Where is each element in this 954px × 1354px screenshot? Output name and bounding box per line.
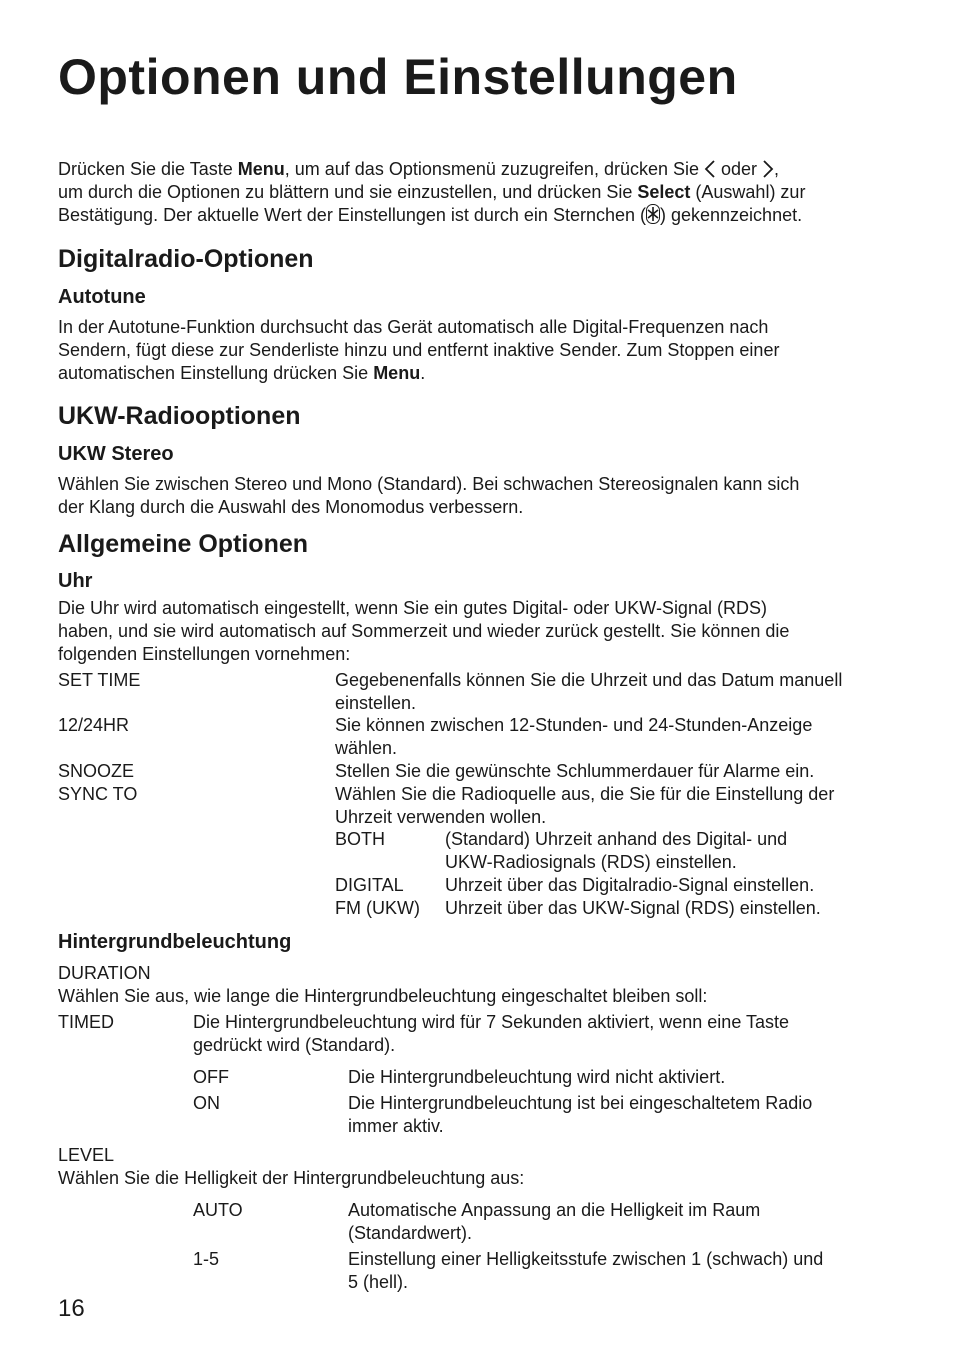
desc-line: gedrückt wird (Standard). [193, 1035, 396, 1055]
backlight-option-key: OFF [193, 1067, 229, 1087]
backlight-option-desc [193, 1011, 789, 1057]
paragraph-line: haben, und sie wird automatisch auf Sommerzeit und wieder zurück gestellt. Sie können die [58, 621, 790, 641]
subheading-backlight: Hintergrundbeleuchtung [58, 931, 292, 953]
menu-key-label: Menu [237, 159, 285, 179]
paragraph-text: automatischen Einstellung drücken Sie [58, 363, 374, 383]
page-title: Optionen und Einstellungen [58, 49, 738, 105]
intro-line-1 [58, 158, 894, 181]
paragraph-line: In der Autotune-Funktion durchsucht das Gerät automatisch alle Digital-Frequenzen nach [58, 317, 769, 337]
clock-item-desc [335, 714, 812, 760]
desc-line: Automatische Anpassung an die Helligkeit im Raum [348, 1200, 761, 1220]
intro-text: Drücken Sie die Taste [58, 159, 238, 179]
sync-item-key: BOTH [335, 829, 386, 849]
section-heading-general: Allgemeine Optionen [58, 530, 309, 558]
subheading-ukw-stereo: UKW Stereo [58, 443, 174, 465]
clock-paragraph [58, 597, 894, 666]
clock-item-key: 12/24HR [58, 715, 130, 735]
subheading-autotune: Autotune [58, 286, 146, 308]
desc-line: wählen. [335, 738, 398, 758]
clock-item-key: SYNC TO [58, 784, 138, 804]
intro-line-2 [58, 181, 894, 204]
desc-line: Uhrzeit verwenden wollen. [335, 807, 547, 827]
page-number: 16 [58, 1295, 85, 1322]
desc-line: (Standard) Uhrzeit anhand des Digital- und [445, 829, 788, 849]
paragraph-line: folgenden Einstellungen vornehmen: [58, 644, 351, 664]
desc-line: immer aktiv. [348, 1116, 444, 1136]
clock-item-desc: Stellen Sie die gewünschte Schlummerdauer für Alarme ein. [335, 761, 815, 781]
autotune-paragraph [58, 316, 894, 385]
desc-line: UKW-Radiosignals (RDS) einstellen. [445, 852, 737, 872]
backlight-option-key: ON [193, 1093, 220, 1113]
desc-line: einstellen. [335, 693, 417, 713]
section-heading-fm: UKW-Radiooptionen [58, 402, 301, 430]
paragraph-line: Wählen Sie zwischen Stereo und Mono (Standard). Bei schwachen Stereosignalen kann sich [58, 474, 800, 494]
desc-line: Einstellung einer Helligkeitsstufe zwischen 1 (schwach) und [348, 1249, 824, 1269]
intro-text: , [774, 159, 780, 179]
paragraph-line: Sendern, fügt diese zur Senderliste hinzu und entfernt inaktive Sender. Zum Stoppen einer [58, 340, 780, 360]
intro-text: , um auf das Optionsmenü zuzugreifen, drücken Sie [284, 159, 704, 179]
section-heading-dab: Digitalradio-Optionen [58, 245, 314, 273]
backlight-option-key: TIMED [58, 1012, 114, 1032]
intro-paragraph [58, 158, 894, 227]
subheading-clock: Uhr [58, 570, 93, 592]
paragraph-text: . [420, 363, 426, 383]
level-description: Wählen Sie die Helligkeit der Hintergrundbeleuchtung aus: [58, 1168, 525, 1188]
sync-item-desc: Uhrzeit über das UKW-Signal (RDS) einstellen. [445, 898, 821, 918]
sync-item-desc: Uhrzeit über das Digitalradio-Signal einstellen. [445, 875, 815, 895]
level-option-key: AUTO [193, 1200, 243, 1220]
level-option-desc [348, 1199, 760, 1245]
intro-text: oder [716, 159, 763, 179]
desc-line: Gegebenenfalls können Sie die Uhrzeit und das Datum manuell [335, 670, 843, 690]
menu-key-label: Menu [373, 363, 421, 383]
paragraph-line: Die Uhr wird automatisch eingestellt, wenn Sie ein gutes Digital- oder UKW-Signal (RDS) [58, 598, 767, 618]
desc-line: Die Hintergrundbeleuchtung ist bei eingeschaltetem Radio [348, 1093, 813, 1113]
intro-text: um durch die Optionen zu blättern und sie einzustellen, und drücken Sie [58, 182, 638, 202]
level-option-key: 1-5 [193, 1249, 220, 1269]
sync-item-desc [445, 828, 787, 874]
backlight-option-desc [348, 1092, 812, 1138]
sync-item-key: DIGITAL [335, 875, 404, 895]
duration-description: Wählen Sie aus, wie lange die Hintergrundbeleuchtung eingeschaltet bleiben soll: [58, 986, 708, 1006]
sync-item-key: FM (UKW) [335, 898, 420, 918]
desc-line: (Standardwert). [348, 1223, 473, 1243]
paragraph-line [58, 362, 894, 385]
clock-item-desc [335, 783, 834, 829]
select-key-label: Select [637, 182, 691, 202]
chevron-right-icon [762, 160, 774, 178]
chevron-left-icon [704, 160, 716, 178]
intro-text: (Auswahl) zur [690, 182, 806, 202]
backlight-option-desc: Die Hintergrundbeleuchtung wird nicht aktiviert. [348, 1067, 726, 1087]
desc-line: Die Hintergrundbeleuchtung wird für 7 Sekunden aktiviert, wenn eine Taste [193, 1012, 790, 1032]
clock-item-key: SET TIME [58, 670, 141, 690]
clock-item-key: SNOOZE [58, 761, 135, 781]
desc-line: Sie können zwischen 12-Stunden- und 24-Stunden-Anzeige [335, 715, 813, 735]
level-option-desc [348, 1248, 823, 1294]
desc-line: 5 (hell). [348, 1272, 409, 1292]
level-label: LEVEL [58, 1145, 115, 1165]
clock-item-desc [335, 669, 842, 715]
desc-line: Wählen Sie die Radioquelle aus, die Sie für die Einstellung der [335, 784, 835, 804]
duration-label: DURATION [58, 963, 151, 983]
intro-line-3 [58, 204, 894, 227]
asterisk-icon [646, 204, 660, 224]
stereo-paragraph [58, 473, 894, 519]
intro-text: ) gekennzeichnet. [660, 205, 803, 225]
paragraph-line: der Klang durch die Auswahl des Monomodus verbessern. [58, 497, 524, 517]
intro-text: Bestätigung. Der aktuelle Wert der Einstellungen ist durch ein Sternchen ( [58, 205, 646, 225]
